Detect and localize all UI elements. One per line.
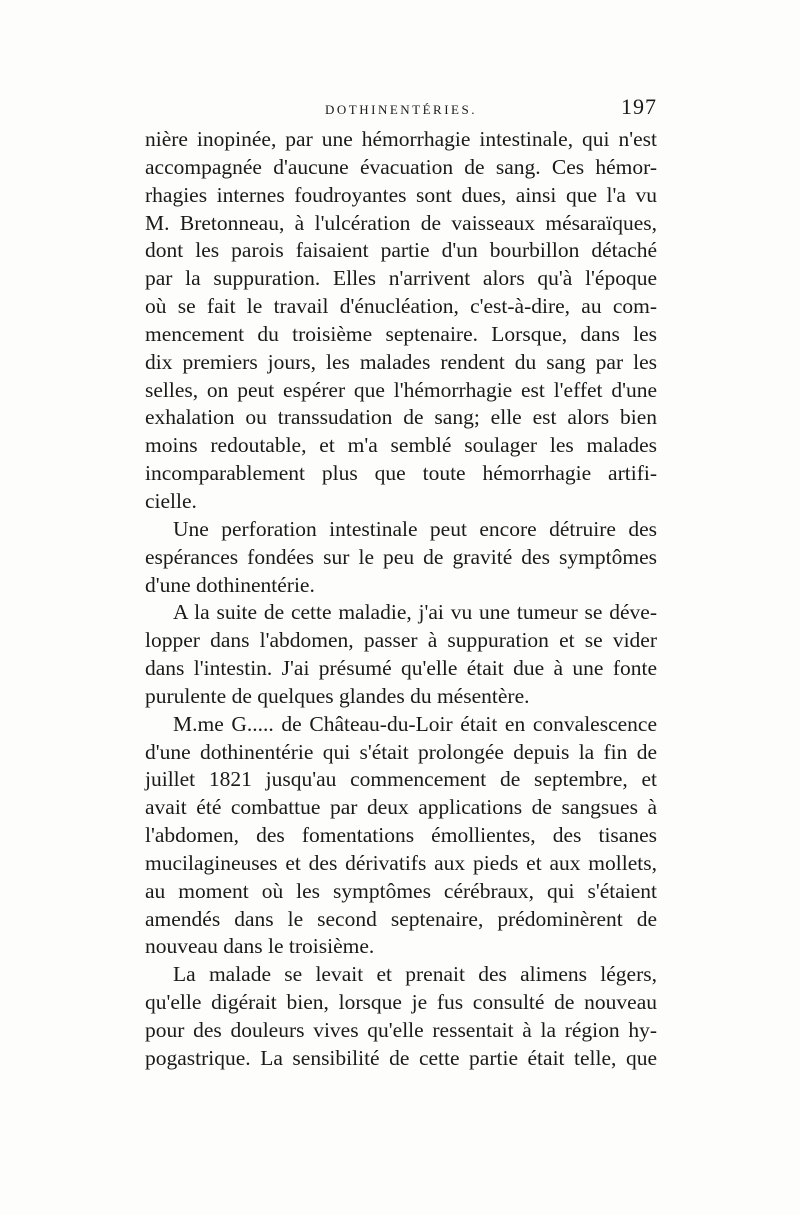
text-line: avait été combattue par deux applications de sangsues à [145, 795, 657, 820]
text-line: où se fait le travail d'énucléation, c'est-à-dire, au com- [145, 294, 657, 319]
body-text [145, 126, 657, 1073]
text-line: pour des douleurs vives qu'elle ressentait à la région hy- [145, 1018, 657, 1042]
text-line: qu'elle digérait bien, lorsque je fus consulté de nouveau [145, 990, 657, 1015]
text-line: pogastrique. La sensibilité de cette partie était telle, que [145, 1045, 657, 1070]
text-line: au moment où les symptômes cérébraux, qui s'étaient [145, 878, 657, 903]
text-line: nouveau dans le troisième. [145, 934, 375, 959]
text-line: M. Bretonneau, à l'ulcération de vaisseaux mésaraïques, [145, 210, 657, 235]
text-line: lopper dans l'abdomen, passer à suppuration et se vider [145, 628, 657, 653]
text-line: selles, on peut espérer que l'hémorrhagie est l'effet d'une [145, 377, 657, 402]
text-line: purulente de quelques glandes du mésentère. [145, 683, 530, 708]
running-title: DOTHINENTÉRIES. [325, 102, 477, 117]
text-line: d'une dothinentérie. [145, 572, 315, 597]
page-header [145, 94, 657, 120]
text-line: cielle. [145, 488, 197, 513]
text-line: amendés dans le second septenaire, prédominèrent de [145, 906, 657, 931]
text-line: nière inopinée, par une hémorrhagie intestinale, qui n'est [145, 127, 657, 151]
text-line: incomparablement plus que toute hémorrhagie artifi- [145, 461, 657, 486]
text-line: espérances fondées sur le peu de gravité des symptômes [145, 544, 657, 569]
text-line: A la suite de cette maladie, j'ai vu une tumeur se déve- [173, 600, 657, 625]
text-line: Une perforation intestinale peut encore détruire des [173, 516, 657, 541]
text-line: mucilagineuses et des dérivatifs aux pieds et aux mollets, [145, 850, 657, 875]
text-line: dont les parois faisaient partie d'un bourbillon détaché [145, 238, 657, 263]
text-line: rhagies internes foudroyantes sont dues, ainsi que l'a vu [145, 182, 657, 207]
text-line: par la suppuration. Elles n'arrivent alors qu'à l'époque [145, 266, 657, 291]
text-line: d'une dothinentérie qui s'était prolongée depuis la fin de [145, 739, 657, 764]
text-line: juillet 1821 jusqu'au commencement de septembre, et [145, 767, 657, 792]
text-line: exhalation ou transsudation de sang; elle est alors bien [145, 405, 657, 430]
text-line: accompagnée d'aucune évacuation de sang. Ces hémor- [145, 154, 657, 179]
text-line: dix premiers jours, les malades rendent du sang par les [145, 349, 657, 374]
text-line: l'abdomen, des fomentations émollientes, des tisanes [145, 823, 657, 848]
text-line: M.me G..... de Château-du-Loir était en convalescence [173, 711, 657, 736]
text-line: La malade se levait et prenait des alimens légers, [173, 962, 657, 987]
text-line: dans l'intestin. J'ai présumé qu'elle était due à une fonte [145, 656, 657, 681]
text-line: mencement du troisième septenaire. Lorsque, dans les [145, 321, 657, 346]
page-number: 197 [621, 94, 657, 119]
text-line: moins redoutable, et m'a semblé soulager les malades [145, 433, 657, 458]
